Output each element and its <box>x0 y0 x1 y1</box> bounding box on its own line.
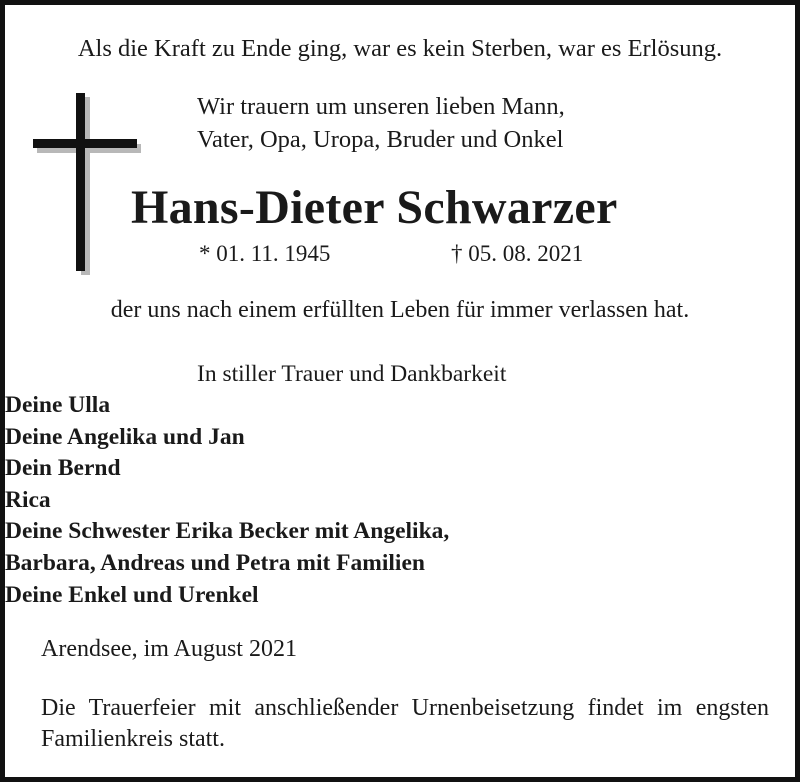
cross-icon <box>33 91 143 277</box>
mourner-name: Rica <box>5 487 51 513</box>
deceased-name: Hans-Dieter Schwarzer <box>131 181 618 234</box>
intro-line-2: Vater, Opa, Uropa, Bruder und Onkel <box>197 126 564 153</box>
mourner-name: Deine Schwester Erika Becker mit Angelika, <box>5 518 450 544</box>
closing-line: der uns nach einem erfüllten Leben für immer verlassen hat. <box>110 297 690 323</box>
mourner-name: Deine Enkel und Urenkel <box>5 582 259 608</box>
birth-date: * 01. 11. 1945 <box>199 241 331 266</box>
death-date: † 05. 08. 2021 <box>451 241 584 266</box>
mourners-heading: In stiller Trauer und Dankbarkeit <box>197 361 507 387</box>
mourner-name: Barbara, Andreas und Petra mit Familien <box>5 550 425 576</box>
place-and-date: Arendsee, im August 2021 <box>41 636 297 662</box>
funeral-service-note: Die Trauerfeier mit anschließender Urnenbeisetzung findet im engsten Familienkreis statt. <box>41 695 769 752</box>
motto-quote: Als die Kraft zu Ende ging, war es kein Sterben, war es Erlösung. <box>77 35 723 62</box>
intro-line-1: Wir trauern um unseren lieben Mann, <box>197 93 565 120</box>
mourner-name: Dein Bernd <box>5 455 121 481</box>
mourner-name: Deine Angelika und Jan <box>5 424 245 450</box>
mourner-name: Deine Ulla <box>5 392 111 418</box>
